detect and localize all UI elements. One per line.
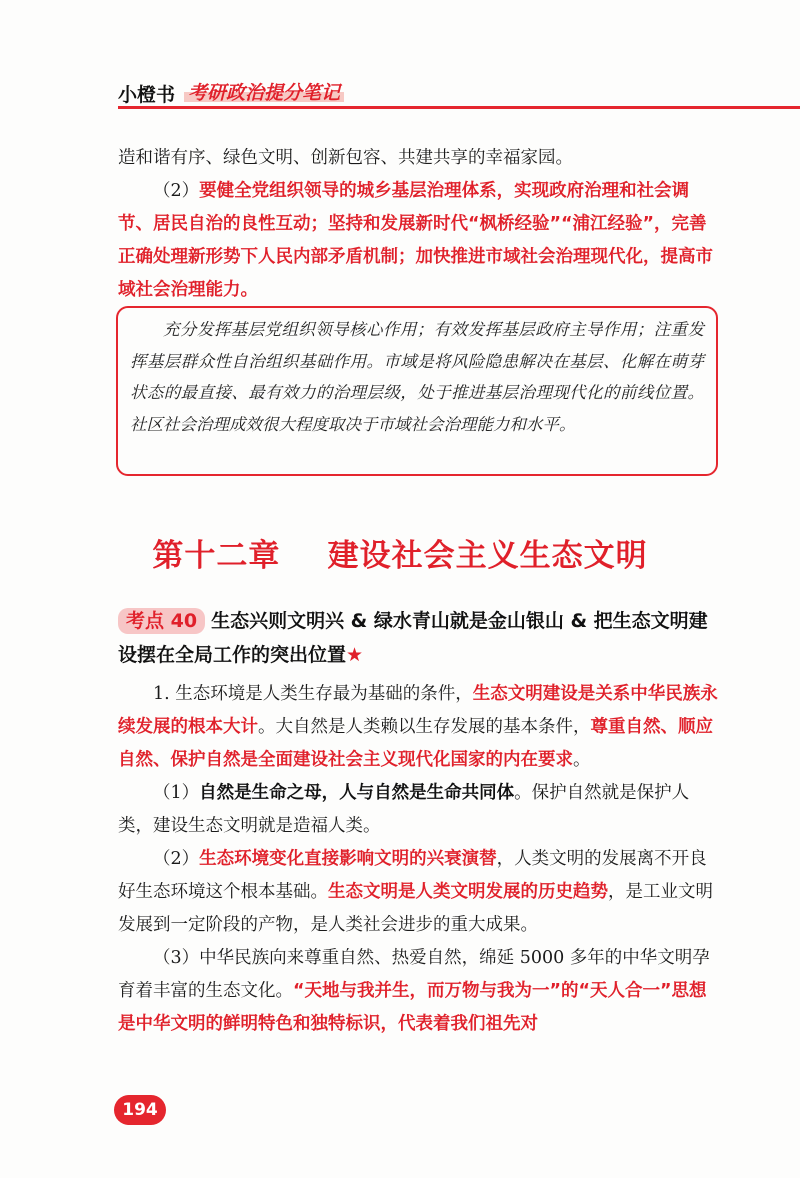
subpoint-2-rest: ，是工业文明发展到一定阶段的产物，是人类社会进步的重大成果。 [118,882,713,935]
section-1-text-a: 1. 生态环境是人类生存最为基础的条件， [153,684,473,704]
paragraph-2-red: 要健全党组织领导的城乡基层治理体系，实现政府治理和社会调节、居民自治的良性互动；坚持和发展新时代“枫桥经验”“浦江经验”，完善正确处理新形势下人民内部矛盾机制；加快推进市域社会治理现代化，提高市域社会治理能力。 [118,181,713,300]
key-point-tag: 考点 40 [118,608,205,634]
subpoint-3 [118,942,722,1041]
subpoint-1-bold: 自然是生命之母，人与自然是生命共同体 [199,783,515,803]
header-rule [118,106,800,109]
subpoint-3-number: （3） [153,948,200,968]
subpoint-2-red-2: 生态文明是人类文明发展的历史趋势 [328,882,608,902]
series-title: 考研政治提分笔记 [184,78,344,105]
section-1 [118,678,722,1041]
brand-title: 小橙书 [118,84,176,106]
paragraph-2 [118,175,722,307]
key-point-heading [118,604,722,672]
continued-line: 造和谐有序、绿色文明、创新包容、共建共享的幸福家园。 [118,148,573,168]
subpoint-1-number: （1） [153,783,200,803]
subpoint-3-text: 中华民族向来尊重自然、热爱自然，绵延 5000 多年的中华文明孕育着丰富的生态文化。 [118,948,710,1001]
section-1-paragraph [118,678,722,777]
subpoint-1-rest: 。保护自然就是保护人类，建设生态文明就是造福人类。 [118,783,690,836]
subpoint-1 [118,777,722,843]
page-number: 194 [114,1095,166,1125]
paragraph-2-number: （2） [153,181,200,201]
section-1-text-c: 。大自然是人类赖以生存发展的基本条件， [258,717,591,737]
page-header [118,78,800,114]
subpoint-2-number: （2） [153,849,200,869]
key-point-title: 生态兴则文明兴 & 绿水青山就是金山银山 & 把生态文明建设摆在全局工作的突出位置 [118,610,708,666]
chapter-title: 第十二章 建设社会主义生态文明 [152,538,648,574]
section-1-text-e: 。 [573,750,591,770]
section-1-red-b: 生态文明建设是关系中华民族永续发展的根本大计 [118,684,718,737]
subpoint-3-red: “天地与我并生，而万物与我为一”的“天人合一”思想是中华文明的鲜明特色和独特标识，代表着我们祖先对 [118,981,707,1034]
subpoint-2-red-1: 生态环境变化直接影响文明的兴衰演替 [199,849,497,869]
subpoint-2 [118,843,722,942]
subpoint-2-mid: ，人类文明的发展离不开良好生态环境这个根本基础。 [118,849,707,902]
continued-section [118,142,722,307]
section-1-red-d: 尊重自然、顺应自然、保护自然是全面建设社会主义现代化国家的内在要求 [118,717,713,770]
note-box: 充分发挥基层党组织领导核心作用；有效发挥基层政府主导作用；注重发挥基层群众性自治组织基础作用。市域是将风险隐患解决在基层、化解在萌芽状态的最直接、最有效力的治理层级，处于推进基层治理现代化的前线位置。社区社会治理成效很大程度取决于市域社会治理能力和水平。 [116,306,718,476]
star-icon: ★ [346,644,364,666]
